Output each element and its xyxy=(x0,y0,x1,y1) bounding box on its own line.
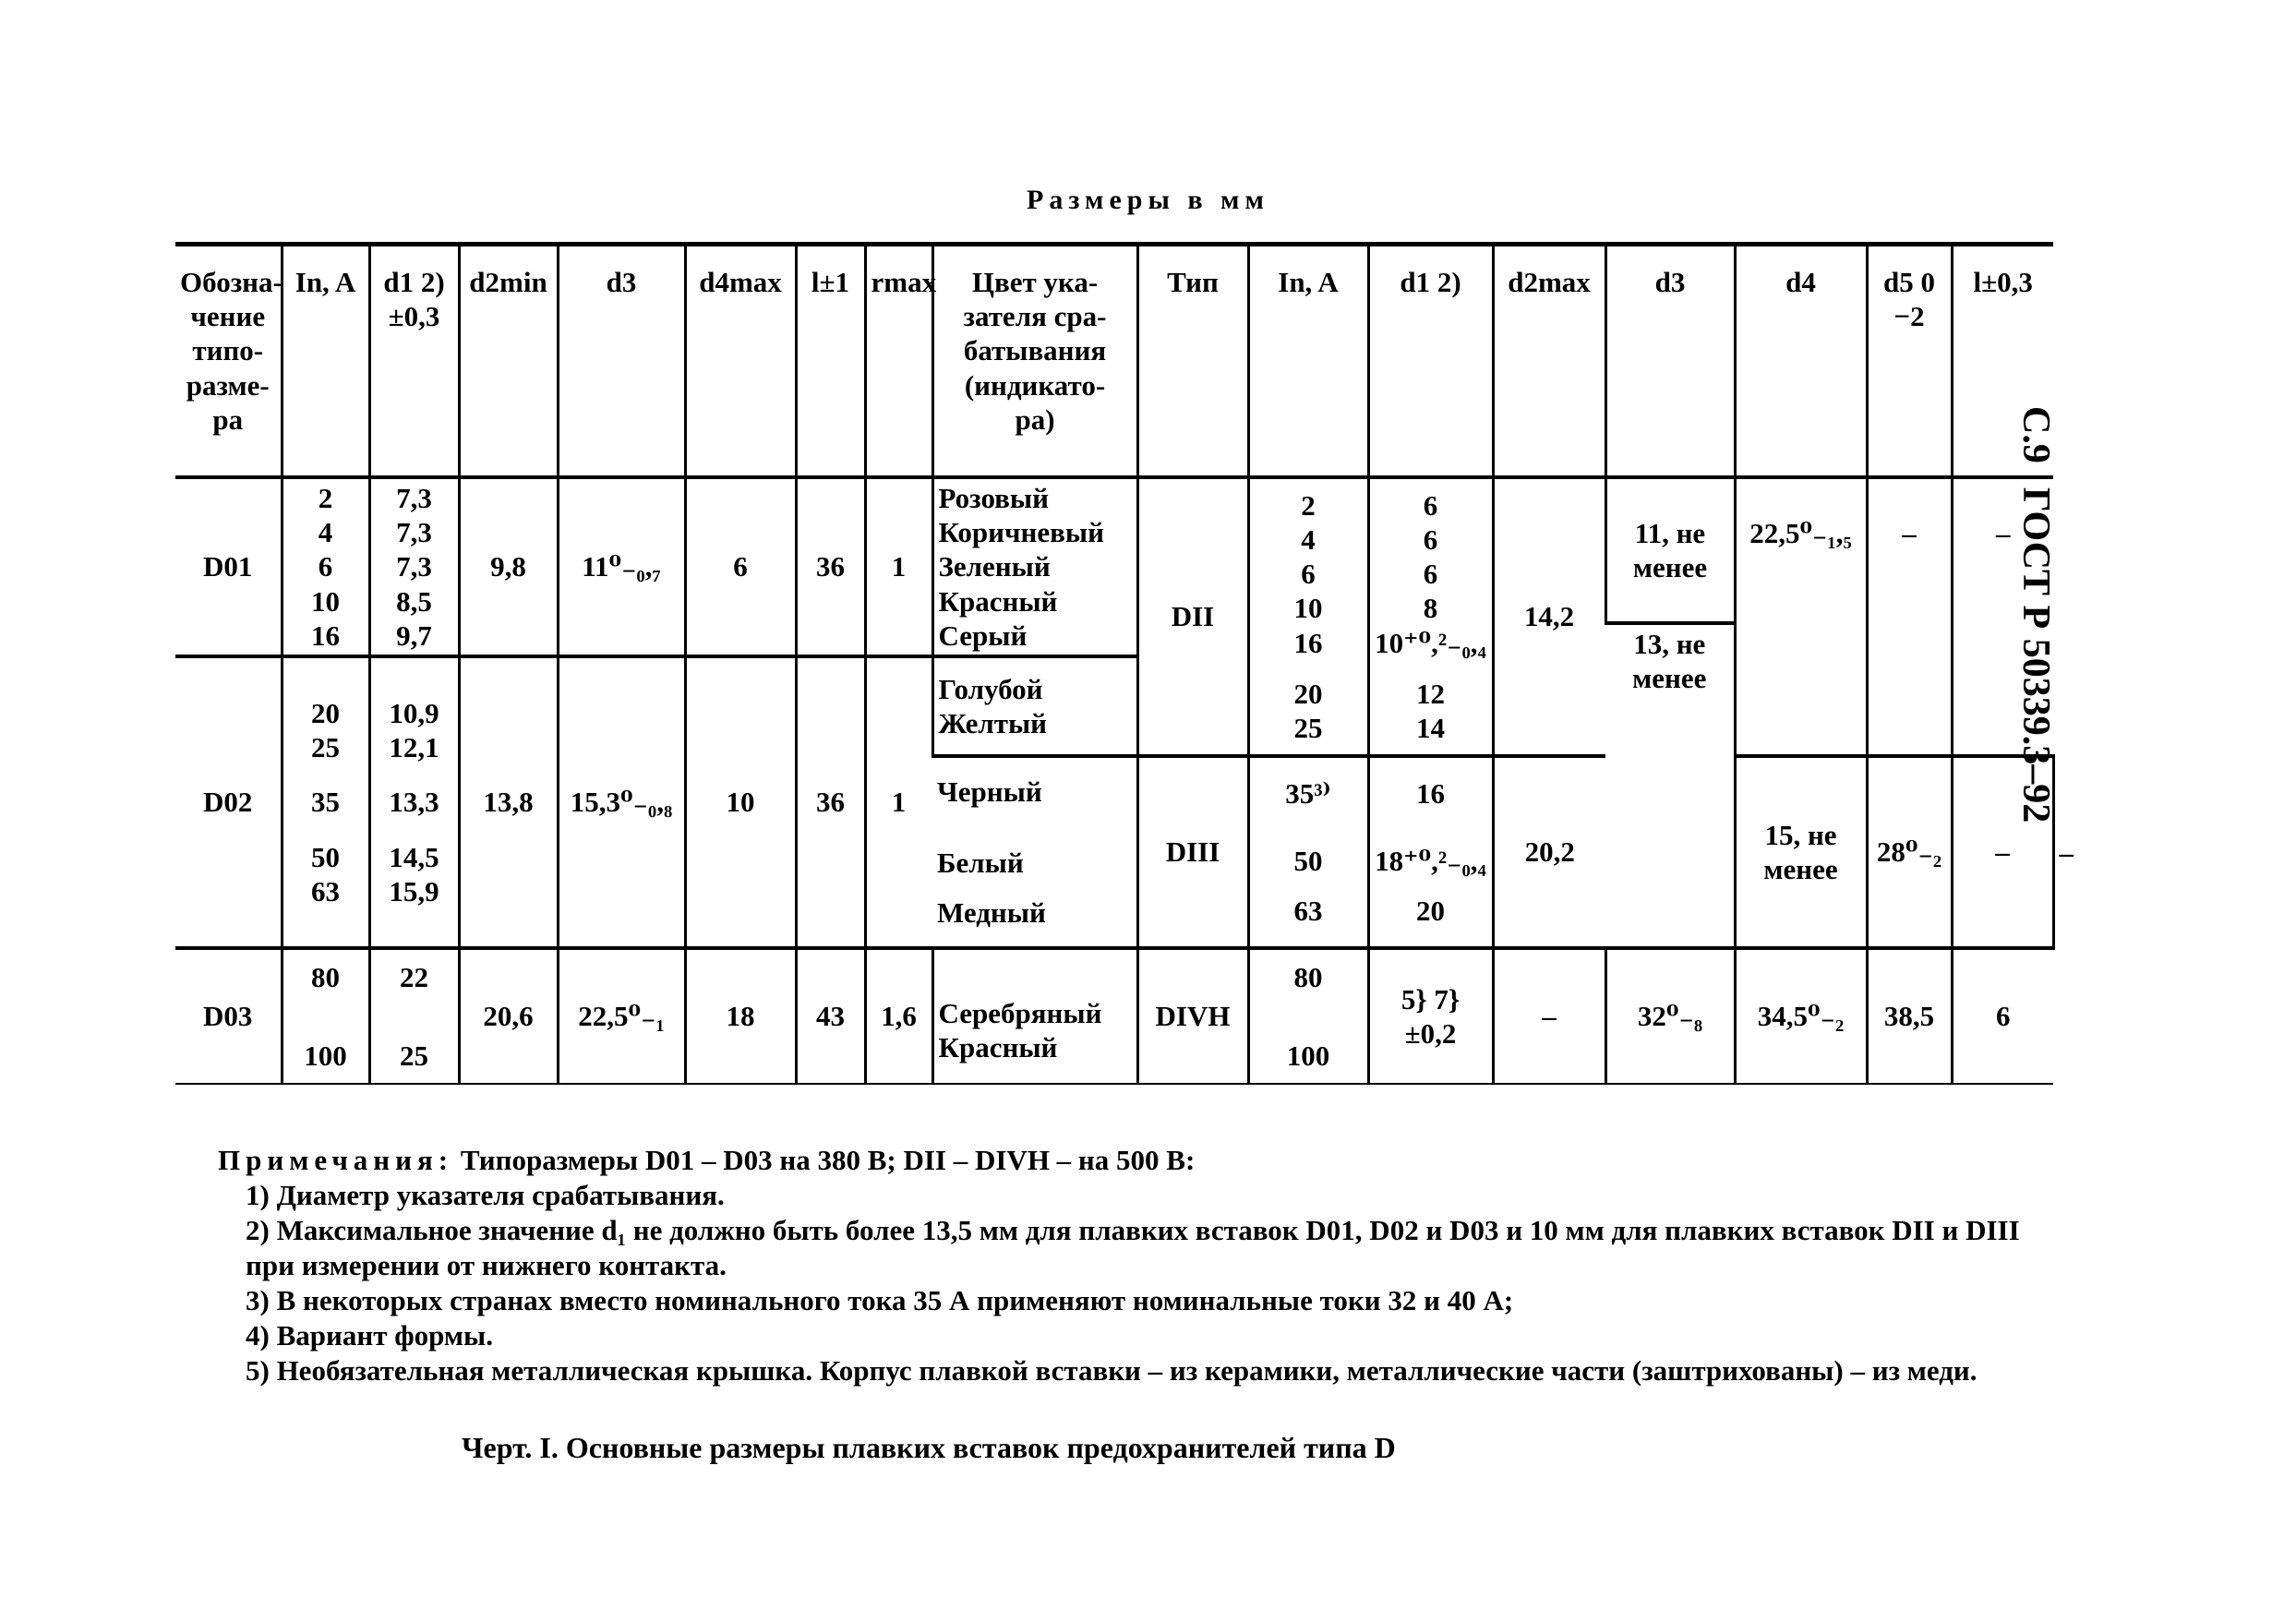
header-d4max: d4max xyxy=(685,245,796,478)
table-row xyxy=(175,477,2053,623)
cell-in-d01: 2 4 6 10 16 xyxy=(282,477,369,656)
header-l1: l±1 xyxy=(796,245,865,478)
cell-d2min-d02: 13,8 xyxy=(459,656,558,948)
cell-in-divh: 80 100 xyxy=(1248,948,1368,1084)
cell-in-d03: 80 100 xyxy=(282,948,369,1084)
table-caption: Размеры в мм xyxy=(1027,185,1269,215)
note-item: 1) Диаметр указателя срабатывания. xyxy=(246,1179,725,1211)
cell-d3-d01: 11⁰₋₀,₇ xyxy=(558,477,685,656)
cell-d1-d01: 7,3 7,3 7,3 8,5 9,7 xyxy=(369,477,459,656)
header-designation: Обозна- чение типо- разме- ра xyxy=(175,245,282,478)
cell-r-d02: 1 xyxy=(865,656,932,948)
cell-l-d02: 36 xyxy=(796,656,865,948)
cell-colors-d02a: Голубой Желтый xyxy=(932,656,1137,756)
cell-designation-d02: D02 xyxy=(175,656,282,948)
header-d2min: d2min xyxy=(459,245,558,478)
header-color: Цвет ука- зателя сра- батывания (индикато- ра) xyxy=(932,245,1137,478)
note-item: 5) Необязательная металлическая крышка. Корпус плавкой вставки – из керамики, металлические части (заштрихованы) – из меди. xyxy=(246,1354,1977,1387)
cell-r-d03: 1,6 xyxy=(865,948,932,1084)
cell-r-d01: 1 xyxy=(865,477,932,656)
cell-l-divh: 6 xyxy=(1952,948,2053,1084)
header-d3-1: d3 xyxy=(558,245,685,478)
notes-title: Примечания: xyxy=(218,1144,454,1176)
cell-d5-dii: – xyxy=(1867,477,1952,756)
cell-d2max-dii: 14,2 xyxy=(1493,477,1605,756)
header-l03: l±0,3 xyxy=(1952,245,2053,478)
cell-d5-divh: 38,5 xyxy=(1867,948,1952,1084)
cell-d3-d02: 15,3⁰₋₀,₈ xyxy=(558,656,685,948)
note-item: 2) Максимальное значение d₁ не должно быть более 13,5 мм для плавких вставок D01, D02 и D03 и 10 мм для плавких вставок DII и DIII при измерении от нижнего контакта. xyxy=(246,1214,2020,1281)
cell-d3-diii: 15, не менее xyxy=(1735,756,1867,948)
cell-type-diii: DIII xyxy=(1137,756,1248,948)
header-d2max: d2max xyxy=(1493,245,1605,478)
figure-caption: Черт. I. Основные размеры плавких вставок предохранителей типа D xyxy=(462,1431,1396,1464)
cell-d4max-d01: 6 xyxy=(685,477,796,656)
cell-d1-dii: 6 6 6 8 10⁺⁰,²₋₀,₄ 12 14 xyxy=(1368,477,1493,756)
cell-d4-divh: 34,5⁰₋₂ xyxy=(1735,948,1867,1084)
cell-d5-diii: – xyxy=(1952,756,2053,948)
cell-d3a-dii: 11, не менее xyxy=(1605,477,1735,623)
notes-intro: Типоразмеры D01 – D03 на 380 В; DII – DIVH – на 500 В: xyxy=(460,1144,1196,1176)
cell-colors-d03: Серебряный Красный xyxy=(932,948,1137,1084)
cell-d2min-d01: 9,8 xyxy=(459,477,558,656)
header-type: Тип xyxy=(1137,245,1248,478)
cell-designation-d03: D03 xyxy=(175,948,282,1084)
cell-d4max-d03: 18 xyxy=(685,948,796,1084)
header-d3-2: d3 xyxy=(1605,245,1735,478)
table-row: Черный Белый Медный DIII 35³⁾ 50 63 16 18⁺⁰,²₋₀,₄ 20 20,2 15, не менее 28⁰₋₂ – – xyxy=(175,756,2053,948)
cell-d4-diii: 28⁰₋₂ xyxy=(1867,756,1952,948)
cell-l-d01: 36 xyxy=(796,477,865,656)
cell-type-dii: DII xyxy=(1137,477,1248,756)
cell-l-d03: 43 xyxy=(796,948,865,1084)
cell-d1-divh: 5} 7} ±0,2 xyxy=(1368,948,1493,1084)
header-rmax: rmax xyxy=(865,245,932,478)
header-in-2: In, A xyxy=(1248,245,1368,478)
cell-in-diii: 35³⁾ 50 63 xyxy=(1248,756,1368,948)
dimensions-table xyxy=(175,242,2074,1085)
page-number: С.9 xyxy=(2014,406,2057,463)
cell-d4-dii: 22,5⁰₋₁,₅ xyxy=(1735,477,1867,756)
cell-colors-d02b: Черный Белый Медный xyxy=(932,756,1137,948)
cell-d3-divh: 32⁰₋₈ xyxy=(1605,948,1735,1084)
cell-type-divh: DIVH xyxy=(1137,948,1248,1084)
cell-d1-d03: 22 25 xyxy=(369,948,459,1084)
header-d1-1: d1 2) ±0,3 xyxy=(369,245,459,478)
cell-designation-d01: D01 xyxy=(203,550,253,583)
header-d4: d4 xyxy=(1735,245,1867,478)
cell-d2max-diii: 20,2 xyxy=(1493,756,1605,948)
notes-block xyxy=(218,1143,2046,1388)
cell-d2max-divh: – xyxy=(1493,948,1605,1084)
cell-in-dii: 2 4 6 10 16 20 25 xyxy=(1248,477,1368,756)
cell-d1-d02: 10,9 12,1 13,3 14,5 15,9 xyxy=(369,656,459,948)
header-in-1: In, A xyxy=(282,245,369,478)
table-row xyxy=(175,948,2053,1084)
cell-d3-d03: 22,5⁰₋₁ xyxy=(558,948,685,1084)
cell-d3b-dii: 13, не менее xyxy=(1605,623,1735,948)
header-d5: d5 0 −2 xyxy=(1867,245,1952,478)
cell-d1-diii: 16 18⁺⁰,²₋₀,₄ 20 xyxy=(1368,756,1493,948)
cell-in-d02: 20 25 35 50 63 xyxy=(282,656,369,948)
note-item: 3) В некоторых странах вместо номинального тока 35 А применяют номинальные токи 32 и 40 А; xyxy=(246,1284,1514,1316)
note-item: 4) Вариант формы. xyxy=(246,1319,493,1352)
cell-d2min-d03: 20,6 xyxy=(459,948,558,1084)
cell-colors-d01: Розовый Коричневый Зеленый Красный Серый xyxy=(932,477,1137,656)
cell-l-dii: – xyxy=(1952,477,2053,756)
cell-d4max-d02: 10 xyxy=(685,656,796,948)
standard-number: ГОСТ Р 50339.3–92 xyxy=(2014,487,2057,823)
table-header-row xyxy=(175,245,2053,478)
header-d1-2: d1 2) xyxy=(1368,245,1493,478)
